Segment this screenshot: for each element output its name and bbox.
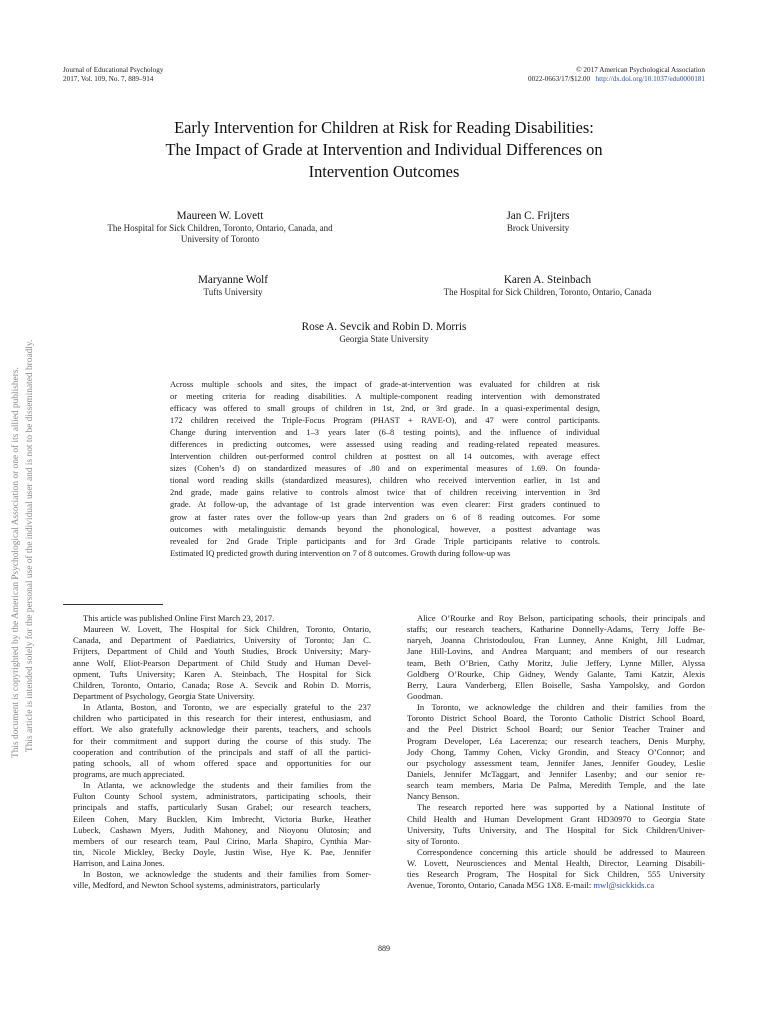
text-line — [397, 780, 705, 791]
line-text: Goldberg O’Rourke, Chip Gidney, Wendy Galante, Tami Katzir, Alexis — [407, 668, 705, 679]
text-line — [63, 858, 371, 869]
text-line — [397, 769, 705, 780]
line-text: The research reported here was supported by a National Institute of — [417, 802, 705, 813]
correspondence-email-link[interactable]: mwl@sickkids.ca — [593, 880, 655, 891]
text-line — [397, 635, 705, 646]
text-line — [397, 869, 705, 880]
line-text: Nancy Benson. — [407, 791, 460, 802]
author-note-right-column — [397, 613, 705, 892]
copyright-notice: © 2017 American Psychological Association — [576, 66, 705, 74]
author-affiliation: Georgia State University — [339, 334, 429, 344]
line-text: and the Peel District School Board; our Senior Teacher Trainer and — [407, 724, 705, 735]
line-text: Program Developer, Léa Lacerenza; our research teachers, Denis Murphy, — [407, 735, 705, 746]
line-text: cooperation and contribution of the principals and staff of all the partici- — [73, 746, 371, 757]
text-line — [63, 814, 371, 825]
text-line — [63, 836, 371, 847]
author-wolf — [143, 273, 323, 298]
usage-side-notice: This article is intended solely for the personal use of the individual user and is not to be disseminated broadly. — [25, 339, 35, 752]
line-text: In Atlanta, we acknowledge the students and their families from the — [83, 780, 371, 791]
abstract-line: differences in predicting outcomes, were assessed using reading and reading-related repeated measures. — [170, 440, 600, 450]
line-text: Jane Hill-Lovins, and Andrea Marquant; and members of our research — [407, 646, 705, 657]
line-text: Department of Psychology, Georgia State University. — [73, 690, 255, 701]
line-text: Toronto District School Board, the Toronto Catholic District School Board, — [407, 713, 705, 724]
abstract-line: Estimated IQ predicted growth during intervention on 7 of 8 outcomes. Growth during follow-up was — [170, 548, 511, 558]
line-text: Daniels, Jennifer McTaggart, and Jennifer Lasenby; and our senior re- — [407, 768, 705, 779]
line-text: Jody Chong, Tammy Cohen, Vicky Grondin, and Steacy O’Connor; and — [407, 746, 705, 757]
page-number: 889 — [378, 944, 390, 953]
author-lovett — [60, 209, 380, 245]
title-line-2: The Impact of Grade at Intervention and Individual Differences on — [165, 140, 603, 159]
text-line — [63, 669, 371, 680]
text-line — [63, 613, 371, 624]
text-line — [397, 802, 705, 813]
author-note-paragraph — [397, 847, 705, 892]
line-text: Fulton County School system, administrators, participating schools, their — [73, 791, 371, 802]
text-line — [63, 658, 371, 669]
line-text: principals and staffs, particularly Susan Grabel; our research teachers, — [73, 802, 371, 813]
text-line — [397, 680, 705, 691]
line-text: Harrison, and Laina Jones. — [73, 858, 165, 869]
text-line — [397, 624, 705, 635]
journal-volume: 2017, Vol. 109, No. 7, 889–914 — [63, 75, 154, 83]
line-text: our psychology assessment team, Jennifer Janes, Jennifer Goudey, Leslie — [407, 757, 705, 768]
line-text: Correspondence concerning this article should be addressed to Maureen — [417, 846, 705, 857]
abstract-line: 2nd grade, made gains relative to controls almost twice that of children receiving intervention in 3rd — [170, 488, 600, 498]
text-line — [397, 791, 705, 802]
issn-doi-line — [528, 75, 705, 84]
line-text: In Boston, we acknowledge the students and their families from Somer- — [83, 869, 371, 880]
author-note-paragraph — [63, 624, 371, 702]
text-line — [397, 814, 705, 825]
line-text: search team members, Maria De Palma, Meredith Temple, and the late — [407, 780, 705, 791]
text-line — [63, 769, 371, 780]
text-line — [63, 691, 371, 702]
text-line — [397, 669, 705, 680]
text-line — [397, 836, 705, 847]
author-note-paragraph — [397, 613, 705, 702]
text-line — [397, 713, 705, 724]
author-name: Maryanne Wolf — [197, 274, 269, 286]
line-text: Eileen Cohen, Mary Bucklen, Kim Imbrecht, Victoria Burke, Heather — [73, 813, 371, 824]
line-text: ville, Medford, and Newton School systems, administrators, particularly — [73, 880, 321, 891]
line-text: for their commitment and support during the course of this study. The — [73, 735, 371, 746]
text-line — [63, 780, 371, 791]
line-text: W. Lovett, Neurosciences and Mental Health, Director, Learning Disabili- — [407, 858, 705, 869]
text-line — [397, 724, 705, 735]
text-line — [397, 646, 705, 657]
text-line — [397, 658, 705, 669]
abstract-line: Across multiple schools and sites, the impact of grade-at-intervention was evaluated for children at risk — [170, 380, 600, 389]
author-affiliation: Tufts University — [203, 287, 263, 297]
author-sevcik-morris — [200, 320, 568, 345]
line-text: pating schools, all of whom offered space and opportunities for our — [73, 757, 371, 768]
text-line — [397, 758, 705, 769]
text-line — [397, 880, 705, 891]
text-line — [63, 702, 371, 713]
author-note-paragraph — [397, 802, 705, 847]
author-note-paragraph — [63, 702, 371, 780]
abstract-line: grade. At follow-up, the advantage of 1st grade intervention was even clearer: First graders continued to — [170, 500, 600, 510]
line-text: children who participated in this research for their interest, enthusiasm, and — [73, 713, 371, 724]
line-text: In Toronto, we acknowledge the children and their families from the — [417, 702, 705, 713]
author-affiliation: The Hospital for Sick Children, Toronto, Ontario, Canada — [443, 287, 652, 297]
line-text: Avenue, Toronto, Ontario, Canada M5G 1X8. E-mail: — [407, 880, 594, 891]
abstract-line: 172 children received the Triple-Focus Program (PHAST + RAVE-O), and 47 were control participants. — [170, 416, 600, 426]
text-line — [63, 635, 371, 646]
copyright-header — [528, 66, 705, 84]
text-line — [397, 847, 705, 858]
text-line — [397, 613, 705, 624]
line-text: Goodman. — [407, 690, 443, 701]
author-steinbach — [395, 273, 700, 298]
line-text: programs, are much appreciated. — [73, 768, 185, 779]
line-text: Children, Toronto, Ontario, Canada; Rose A. Sevcik and Robin D. Morris, — [73, 679, 371, 690]
text-line — [63, 713, 371, 724]
text-line — [397, 691, 705, 702]
text-line — [397, 736, 705, 747]
text-line — [397, 702, 705, 713]
line-text: team, Beth O’Brien, Cathy Moritz, Julie Jeffery, Lynne Miller, Alyssa — [407, 657, 705, 668]
copyright-side-notice: This document is copyrighted by the American Psychological Association or one of its allied publishers. — [11, 367, 21, 758]
journal-header — [63, 66, 163, 84]
line-text: naryeh, Joanna Christodoulou, Fran Lunney, Anne Knight, Jill Ludmar, — [407, 635, 705, 646]
author-affiliation: The Hospital for Sick Children, Toronto, Ontario, Canada, and — [107, 223, 333, 233]
line-text: sity of Toronto. — [407, 835, 460, 846]
text-line — [63, 736, 371, 747]
author-note-left-column — [63, 613, 371, 892]
text-line — [63, 880, 371, 891]
author-name: Jan C. Frijters — [506, 210, 570, 222]
text-line — [63, 747, 371, 758]
line-text: members of our research team, Paul Cirino, Marla Shapiro, Cynthia Mar- — [73, 835, 371, 846]
author-name: Maureen W. Lovett — [176, 210, 264, 222]
abstract — [170, 379, 600, 560]
title-line-3: Intervention Outcomes — [308, 162, 460, 181]
line-text: Alice O’Rourke and Roy Belson, participating schools, their principals and — [417, 613, 705, 623]
abstract-line: outcomes with metalinguistic demands beyond the phonological, however, a posttest advantage was — [170, 524, 600, 534]
line-text: staffs; our research teachers, Katharine Donnelly-Adams, Terry Joffe Be- — [407, 624, 705, 635]
abstract-line: efficacy was offered to small groups of children in 1st, 2nd, or 3rd grade. In a quasi-experimental design, — [170, 404, 600, 414]
line-text: Berry, Laura Vanderberg, Ellen Boiselle, Sasha Yampolsky, and Gordon — [407, 679, 705, 690]
line-text: Lubeck, Cashawn Myers, Judith Mahoney, and Nioyonu Olutosin; and — [73, 824, 371, 835]
line-text: In Atlanta, Boston, and Toronto, we are especially grateful to the 237 — [83, 702, 371, 713]
line-text: Canada, and Department of Paediatrics, University of Toronto; Jan C. — [73, 635, 371, 646]
line-text: tin, Nicole Mickley, Becky Doyle, Justin Wise, Hye K. Pae, Jennifer — [73, 846, 371, 857]
text-line — [63, 847, 371, 858]
text-line — [63, 802, 371, 813]
abstract-line: Intervention children out-performed control children at posttest on all 14 outcomes, with average effect — [170, 452, 600, 462]
abstract-line: revealed for 2nd Grade Triple participants and for 3rd Grade Triple participants relative to controls. — [170, 536, 600, 546]
paper-title — [64, 117, 704, 183]
author-frijters — [448, 209, 628, 234]
issn: 0022-0663/17/$12.00 — [528, 75, 591, 83]
abstract-line: sizes (Cohen’s d) on standardized measures of .80 and on experimental measures of 1.69. On founda- — [170, 464, 600, 474]
line-text: Child Health and Human Development Grant HD30970 to Georgia State — [407, 813, 705, 824]
author-note-paragraph — [63, 613, 371, 624]
line-text: University, Tufts University, and The Hospital for Sick Children/Univer- — [407, 824, 705, 835]
text-line — [63, 758, 371, 769]
text-line — [63, 624, 371, 635]
abstract-line: or meeting criteria for reading disabilities. A multiple-component reading intervention with demonstrated — [170, 392, 600, 402]
text-line — [397, 858, 705, 869]
text-line — [63, 680, 371, 691]
line-text: ties Research Program, The Hospital for Sick Children, 555 University — [407, 869, 705, 880]
footnote-divider — [63, 604, 163, 605]
author-affiliation: Brock University — [506, 223, 570, 233]
text-line — [63, 646, 371, 657]
journal-name: Journal of Educational Psychology — [63, 66, 164, 74]
abstract-line: grow at faster rates over the follow-up years than 2nd graders on 6 of 8 reading outcomes. For some — [170, 512, 600, 522]
line-text: anne Wolf, Eliot-Pearson Department of Child Study and Human Devel- — [73, 657, 371, 668]
text-line — [397, 747, 705, 758]
doi-link[interactable]: http://dx.doi.org/10.1037/edu0000181 — [595, 75, 705, 83]
text-line — [63, 791, 371, 802]
line-text: Frijters, Department of Child and Youth Studies, Brock University; Mary- — [73, 646, 371, 657]
text-line — [63, 724, 371, 735]
author-name: Karen A. Steinbach — [503, 274, 592, 286]
abstract-line: Change during intervention and 1–3 years later (6–8 testing points), and the influence of individual — [170, 428, 600, 438]
line-text: Maureen W. Lovett, The Hospital for Sick Children, Toronto, Ontario, — [83, 624, 371, 635]
text-line — [397, 825, 705, 836]
text-line — [63, 825, 371, 836]
author-note-paragraph — [397, 702, 705, 802]
line-text: This article was published Online First March 23, 2017. — [83, 613, 275, 623]
text-line — [63, 869, 371, 880]
title-line-1: Early Intervention for Children at Risk for Reading Disabilities: — [174, 118, 594, 137]
author-name: Rose A. Sevcik and Robin D. Morris — [301, 321, 467, 333]
author-note-paragraph — [63, 780, 371, 869]
abstract-line: tional word reading skills (standardized measures), children who received intervention earlier, in 1st and — [170, 476, 600, 486]
line-text: effort. We also gratefully acknowledge their parents, teachers, and schools — [73, 724, 371, 735]
author-note-paragraph — [63, 869, 371, 891]
line-text: opment, Tufts University; Karen A. Steinbach, The Hospital for Sick — [73, 668, 371, 679]
author-affiliation-cont: University of Toronto — [180, 234, 260, 244]
